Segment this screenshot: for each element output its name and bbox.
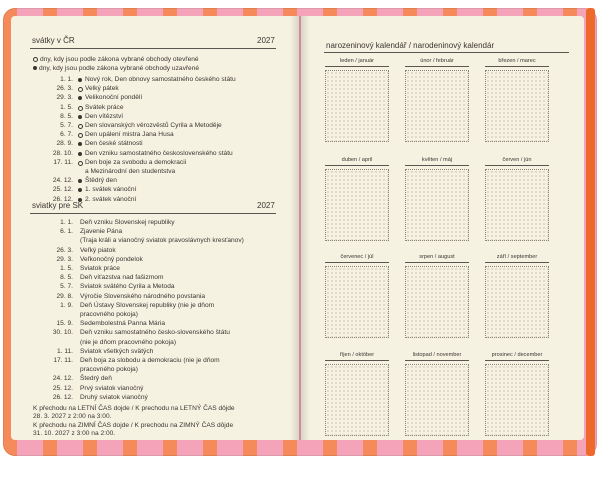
cz-holiday-row — [30, 104, 84, 112]
cz-holiday-row — [30, 159, 84, 167]
month-rule — [325, 262, 389, 263]
holiday-date: 24. 12. — [52, 375, 73, 383]
holiday-date: 5. 7. — [60, 122, 73, 129]
month-label: srpen / august — [419, 254, 455, 260]
month-label: listopad / november — [412, 352, 462, 358]
month-notes-box — [485, 266, 549, 338]
filled-circle-icon — [78, 142, 82, 146]
open-circle-icon — [78, 161, 83, 166]
month-notes-box — [325, 364, 389, 436]
month-notes-box — [325, 169, 389, 241]
month-notes-box — [485, 70, 549, 142]
month-rule — [405, 66, 469, 67]
holiday-name: Štedrý deň — [80, 375, 112, 383]
holiday-date: 17. 11. — [53, 357, 73, 364]
cz-holidays-title: svátky v ČR — [32, 36, 75, 45]
filled-circle-icon — [78, 188, 82, 192]
holiday-date: 26. 3. — [56, 85, 73, 93]
cz-holiday-row — [30, 177, 84, 185]
month-notes-box — [325, 70, 389, 142]
legend-closed: dny, kdy jsou podle zákona vybrané obchody uzavřené — [33, 65, 199, 73]
month-rule — [325, 165, 389, 166]
cz-holiday-row — [30, 186, 84, 194]
filled-circle-icon — [78, 78, 82, 82]
holiday-date: 28. 10. — [52, 149, 73, 157]
month-notes-box — [405, 266, 469, 338]
month-notes-box — [405, 70, 469, 142]
holiday-date: 26. 12. — [52, 195, 73, 203]
holiday-date: 25. 12. — [52, 186, 73, 194]
holiday-name-continued: pracovného pokoja) — [80, 366, 138, 374]
month-label: září / september — [496, 254, 538, 260]
holiday-name: Sviatok práce — [80, 265, 120, 272]
holiday-date: 28. 9. — [56, 140, 73, 148]
holiday-date: 15. 9. — [56, 320, 73, 328]
holiday-name: 2. svátek vánoční — [85, 195, 137, 203]
cz-holiday-row — [30, 150, 84, 158]
cz-holiday-row — [30, 94, 84, 102]
holiday-date: 5. 7. — [60, 283, 73, 291]
calendar-title-rule — [324, 52, 569, 53]
holiday-name: Prvý sviatok vianočný — [80, 384, 144, 392]
month-rule — [485, 262, 549, 263]
holiday-name: Sviatok všetkých svätých — [80, 347, 154, 355]
holiday-date: 1. 5. — [60, 103, 73, 111]
cz-title-rule — [30, 48, 276, 49]
month-label: leden / január — [340, 58, 374, 64]
holiday-name: Den české státnosti — [85, 140, 143, 148]
footer-line-3: K přechodu na ZIMNÍ ČAS dojde / K prechodu na ZIMNÝ ČAS dôjde — [33, 422, 234, 429]
month-label: únor / február — [420, 58, 454, 64]
holiday-name: Deň boja za slobodu a demokraciu (nie je dňom — [80, 357, 220, 364]
holiday-date: 24. 12. — [52, 177, 73, 185]
month-notes-box — [485, 364, 549, 436]
holiday-date: 1. 11. — [56, 347, 73, 355]
holiday-date: 1. 9. — [60, 301, 73, 309]
holiday-name: 1. svátek vánoční — [85, 186, 137, 194]
elastic-strap — [586, 8, 595, 456]
cz-holiday-row — [30, 113, 84, 121]
month-label: duben / april — [341, 157, 373, 163]
filled-circle-icon — [33, 66, 37, 70]
holiday-date: 8. 5. — [60, 274, 73, 282]
month-rule — [485, 165, 549, 166]
holiday-name: Sedembolestná Panna Mária — [80, 320, 166, 328]
open-circle-icon — [78, 87, 83, 92]
cz-holiday-row — [30, 131, 84, 139]
holiday-date: 25. 12. — [52, 384, 73, 392]
holiday-name: Den vítězství — [85, 112, 124, 120]
holiday-name-continued: (Traja králi a vianočný sviatok pravoslávnych kresťanov) — [80, 237, 244, 245]
footer-line-1: K přechodu na LETNÍ ČAS dojde / K prechodu na LETNÝ ČAS dôjde — [33, 405, 235, 412]
holiday-name: Den slovanských věrozvěstů Cyrila a Metoděje — [85, 122, 222, 129]
sk-holidays-year: 2027 — [257, 201, 275, 210]
holiday-name: Sviatok svätého Cyrila a Metoda — [80, 283, 175, 291]
month-rule — [325, 66, 389, 67]
holiday-name-continued: pracovného pokoja) — [80, 311, 138, 318]
holiday-name: Velikonoční pondělí — [85, 94, 143, 102]
cz-holiday-row — [30, 76, 84, 84]
month-label: květen / máj — [421, 157, 453, 163]
holiday-name: Výročie Slovenského národného povstania — [80, 292, 205, 300]
footer-line-4: 31. 10. 2027 z 3:00 na 2:00. — [33, 430, 116, 437]
month-rule — [325, 360, 389, 361]
cz-holiday-row — [30, 122, 84, 130]
birthday-calendar-title: narozeninový kalendář / narodeninový kalendár — [326, 41, 495, 50]
month-rule — [405, 165, 469, 166]
cz-holiday-row — [30, 140, 84, 148]
holiday-name: Den vzniku samostatného československého státu — [85, 149, 233, 157]
month-rule — [485, 360, 549, 361]
open-circle-icon — [33, 57, 38, 62]
month-label: říjen / október — [339, 352, 375, 358]
holiday-date: 1. 5. — [60, 265, 73, 272]
sk-holidays-title: sviatky pre SK — [32, 201, 84, 210]
holiday-date: 6. 7. — [60, 131, 73, 139]
cz-holiday-row — [30, 85, 84, 93]
month-label: červen / jún — [502, 157, 532, 163]
holiday-name: Veľký piatok — [80, 246, 116, 254]
holiday-name: Druhý sviatok vianočný — [80, 393, 148, 401]
month-label: červenec / júl — [340, 254, 374, 260]
holiday-name: Deň vzniku samostatného česko-slovenského štátu — [80, 329, 230, 337]
holiday-name-continued: (nie je dňom pracovného pokoja) — [80, 338, 177, 346]
holiday-date: 1. 1. — [60, 76, 73, 83]
holiday-name: Den upálení mistra Jana Husa — [85, 131, 174, 139]
month-rule — [485, 66, 549, 67]
month-notes-box — [485, 169, 549, 241]
month-notes-box — [405, 364, 469, 436]
footer-line-2: 28. 3. 2027 z 2:00 na 3:00. — [33, 413, 112, 420]
page-gutter — [290, 16, 310, 440]
holiday-date: 26. 3. — [56, 246, 73, 254]
holiday-name-continued: a Mezinárodní den studentstva — [85, 168, 176, 175]
holiday-name: Velký pátek — [85, 85, 119, 93]
month-notes-box — [405, 169, 469, 241]
holiday-name: Den boje za svobodu a demokracii — [85, 158, 187, 166]
holiday-name: Svátek práce — [85, 103, 124, 111]
filled-circle-icon — [78, 96, 82, 100]
holiday-date: 1. 1. — [60, 219, 73, 226]
month-notes-box — [325, 266, 389, 338]
holiday-date: 17. 11. — [53, 158, 73, 166]
month-rule — [405, 360, 469, 361]
month-label: prosinec / december — [491, 352, 543, 358]
holiday-date: 29. 3. — [56, 94, 73, 102]
holiday-date: 6. 1. — [60, 228, 73, 236]
month-rule — [405, 262, 469, 263]
holiday-name: Deň vzniku Slovenskej republiky — [80, 219, 175, 226]
holiday-date: 8. 5. — [60, 112, 73, 120]
open-circle-icon — [78, 133, 83, 138]
filled-circle-icon — [78, 115, 82, 119]
holiday-name: Deň víťazstva nad fašizmom — [80, 274, 164, 282]
legend-open: dny, kdy jsou podle zákona vybrané obchody otevřené — [33, 56, 199, 64]
open-circle-icon — [78, 106, 83, 111]
holiday-date: 29. 3. — [56, 255, 73, 263]
holiday-name: Veľkonočný pondelok — [80, 255, 143, 263]
holiday-name: Štědrý den — [85, 177, 117, 185]
holiday-date: 30. 10. — [52, 329, 73, 337]
sk-title-rule — [30, 213, 276, 214]
holiday-name: Deň Ústavy Slovenskej republiky (nie je dňom — [80, 301, 215, 309]
holiday-name: Zjavenie Pána — [80, 228, 123, 236]
holiday-date: 26. 12. — [52, 393, 73, 401]
filled-circle-icon — [78, 152, 82, 156]
holiday-date: 29. 8. — [56, 292, 73, 300]
month-label: březen / marec — [498, 58, 536, 64]
holiday-name: Nový rok, Den obnovy samostatného českého státu — [85, 76, 236, 83]
open-circle-icon — [78, 124, 83, 129]
cz-holidays-year: 2027 — [257, 36, 275, 45]
filled-circle-icon — [78, 179, 82, 183]
